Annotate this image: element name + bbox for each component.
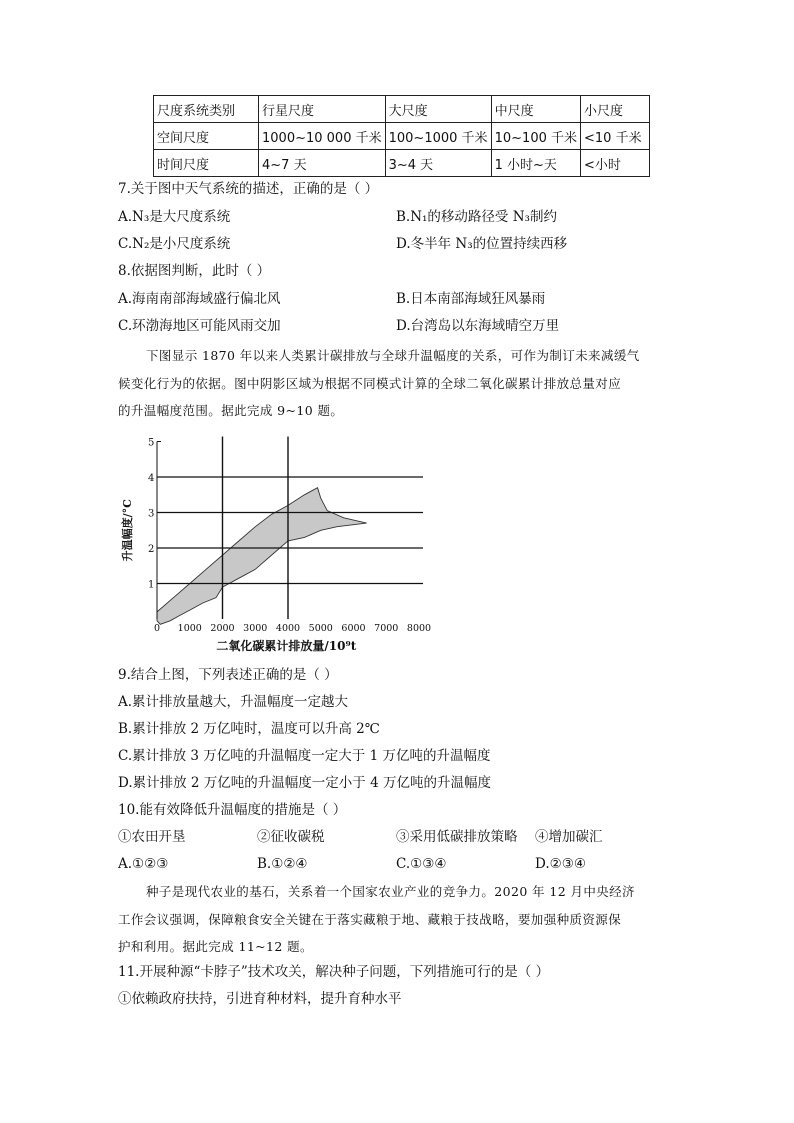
q10-item-1: ①农田开垦 xyxy=(118,829,186,845)
x-tick-label: 7000 xyxy=(374,623,399,634)
question-9-stem: 9.结合上图，下列表述正确的是（ ） xyxy=(118,667,338,683)
q10-item-2: ②征收碳税 xyxy=(257,829,325,845)
table-cell: 小尺度 xyxy=(581,96,650,123)
question-10-stem: 10.能有效降低升温幅度的措施是（ ） xyxy=(118,802,347,818)
q9-option-d: D.累计排放 2 万亿吨的升温幅度一定小于 4 万亿吨的升温幅度 xyxy=(118,775,491,791)
q8-option-d: D.台湾岛以东海域晴空万里 xyxy=(396,318,560,334)
q10-item-4: ④增加碳汇 xyxy=(535,829,603,845)
table-cell: 4~7 天 xyxy=(259,150,386,177)
table-row xyxy=(154,150,650,177)
q7-option-c: C.N₂是小尺度系统 xyxy=(118,236,231,252)
warming-range-band xyxy=(157,488,367,625)
emission-warming-chart xyxy=(118,423,438,658)
y-tick-label: 5 xyxy=(148,437,155,449)
x-tick-label: 2000 xyxy=(210,623,235,634)
table-cell: 1 小时~天 xyxy=(491,150,580,177)
passage-line: 的升温幅度范围。据此完成 9~10 题。 xyxy=(118,403,344,418)
weather-scale-table xyxy=(153,95,650,177)
q10-option-a: A.①②③ xyxy=(118,856,169,872)
table-cell: 空间尺度 xyxy=(154,123,259,150)
q8-option-c: C.环渤海地区可能风雨交加 xyxy=(118,318,281,334)
question-8-stem: 8.依据图判断，此时（ ） xyxy=(118,263,271,279)
q9-option-a: A.累计排放量越大，升温幅度一定越大 xyxy=(118,694,349,710)
passage-line: 候变化行为的依据。图中阴影区域为根据不同模式计算的全球二氧化碳累计排放总量对应 xyxy=(118,376,622,391)
y-axis-label: 升温幅度/°C xyxy=(121,499,134,562)
y-tick-label: 3 xyxy=(148,508,155,520)
passage-line: 下图显示 1870 年以来人类累计碳排放与全球升温幅度的关系，可作为制订未来减缓气 xyxy=(146,348,640,363)
table-cell: <小时 xyxy=(581,150,650,177)
q9-option-b: B.累计排放 2 万亿吨时，温度可以升高 2℃ xyxy=(118,721,380,737)
table-cell: 大尺度 xyxy=(385,96,491,123)
x-tick-label: 1000 xyxy=(177,623,202,634)
table-cell: 10~100 千米 xyxy=(491,123,580,150)
x-tick-label: 3000 xyxy=(243,623,268,634)
table-cell: 行星尺度 xyxy=(259,96,386,123)
y-tick-label: 4 xyxy=(148,473,155,484)
table-row xyxy=(154,96,650,123)
x-tick-label: 5000 xyxy=(308,623,333,634)
question-11-stem: 11.开展种源“卡脖子”技术攻关，解决种子问题，下列措施可行的是（ ） xyxy=(118,964,550,980)
y-tick-label: 2 xyxy=(148,544,155,555)
table-cell: 中尺度 xyxy=(491,96,580,123)
table-cell: 时间尺度 xyxy=(154,150,259,177)
q11-item-1: ①依赖政府扶持，引进育种材料，提升育种水平 xyxy=(118,991,402,1007)
table-cell: 3~4 天 xyxy=(385,150,491,177)
q7-option-d: D.冬半年 N₃的位置持续西移 xyxy=(396,236,568,252)
x-tick-label: 8000 xyxy=(406,623,432,634)
passage-line: 工作会议强调，保障粮食安全关键在于落实藏粮于地、藏粮于技战略，要加强种质资源保 xyxy=(118,912,622,927)
passage-line: 种子是现代农业的基石，关系着一个国家农业产业的竞争力。2020 年 12 月中央经济 xyxy=(146,884,635,899)
q8-option-a: A.海南南部海域盛行偏北风 xyxy=(118,291,281,307)
q10-option-d: D.②③④ xyxy=(535,856,586,872)
y-tick-label: 1 xyxy=(148,579,155,591)
q7-option-b: B.N₁的移动路径受 N₃制约 xyxy=(396,209,557,225)
q8-option-b: B.日本南部海域狂风暴雨 xyxy=(396,291,546,307)
q7-option-a: A.N₃是大尺度系统 xyxy=(118,209,231,225)
q10-item-3: ③采用低碳排放策略 xyxy=(396,829,518,845)
q9-option-c: C.累计排放 3 万亿吨的升温幅度一定大于 1 万亿吨的升温幅度 xyxy=(118,748,491,764)
q10-option-c: C.①③④ xyxy=(396,856,447,872)
x-tick-label: 6000 xyxy=(341,623,366,634)
table-cell: 尺度系统类别 xyxy=(154,96,259,123)
question-7-stem: 7.关于图中天气系统的描述，正确的是（ ） xyxy=(118,181,379,197)
passage-line: 护和利用。据此完成 11~12 题。 xyxy=(118,939,313,954)
table-cell: 1000~10 000 千米 xyxy=(259,123,386,150)
x-axis-label: 二氧化碳累计排放量/10⁹t xyxy=(216,639,357,653)
table-row xyxy=(154,123,650,150)
q10-option-b: B.①②④ xyxy=(257,856,308,872)
table-cell: 100~1000 千米 xyxy=(385,123,491,150)
table-cell: <10 千米 xyxy=(581,123,650,150)
x-tick-label: 0 xyxy=(153,623,161,634)
x-tick-label: 4000 xyxy=(275,623,301,634)
